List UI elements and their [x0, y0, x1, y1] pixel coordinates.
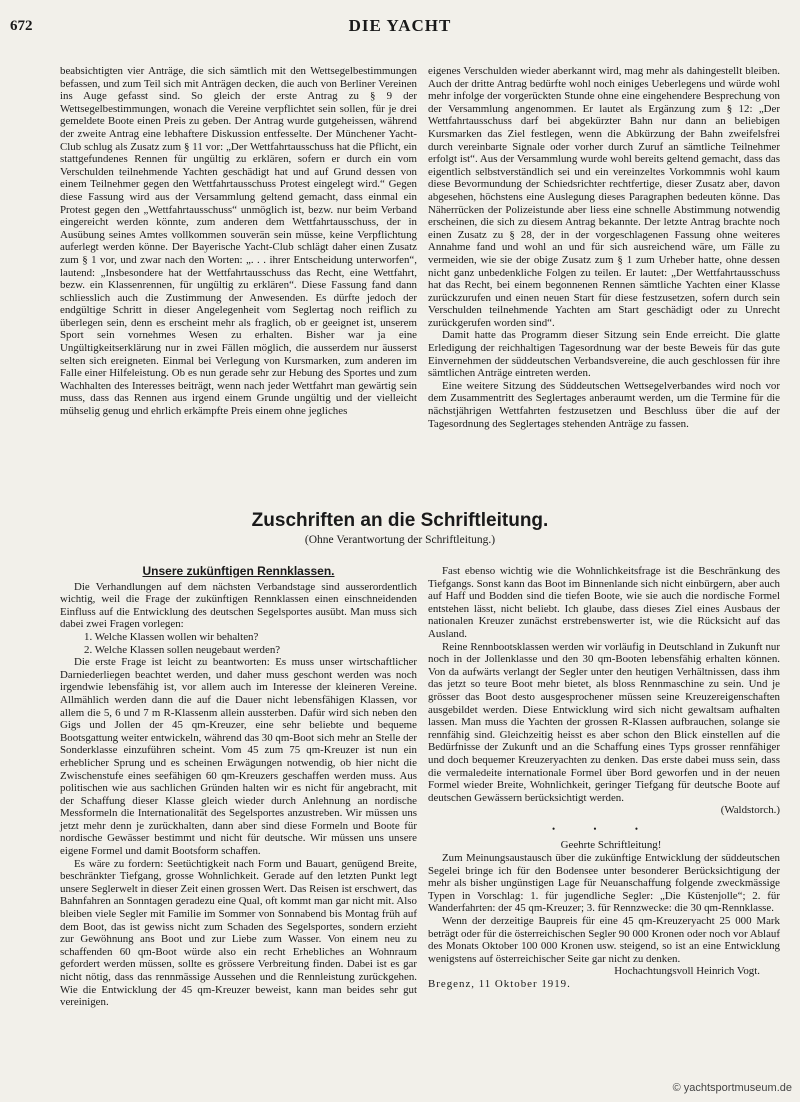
paragraph: Wenn der derzeitige Baupreis für eine 45 qm-Kreuzeryacht 25 000 Mark beträgt oder für die österreichischen Segler 90 000 Kronen oder noch vor Ablauf des Monats Oktober 100 000 Kronen usw. steigend, so ist an eine Entwicklung wenigstens auf österreichischer Seite gar nicht zu denken.	[428, 915, 780, 965]
paragraph: Reine Rennbootsklassen werden wir vorläufig in Deutschland in Zukunft nur noch in der Jollenklasse und den 30 qm-Booten lebensfähig erhalten können. Von da aufwärts verlangt der Segler unter den heutigen Verhältnissen, dass ihm das jetzt so teure Boot mehr bietet, als bloss Rennmaschine zu sein. Und je grösser das Boot desto ausgesprochener müssen seine Kreuzereigenschaften ausgebildet werden. Diese Entwicklung wird sich nicht gewaltsam aufhalten lassen. Man muss die Yachten der grossen R-Klassen aufbrauchen, solange sie rennfähig sind. Gleichzeitig heisst es aber schon den Blick einstellen auf die Bedürfnisse der Zukunft und an die Schaffung eines Typs grosser rennfähiger und doch bequemer Kreuzeryachten zu denken. Das erste dabei muss sein, dass die vermaledeite internationale Formel über Bord geworfen und in der neuen Formel wieder Breite, Wohnlichkeit, geringer Tiefgang für deutsche Boote auf deutschen Gewässern berücksichtigt werden.	[428, 640, 780, 804]
column-bottom-left	[60, 565, 417, 1009]
section-title: Zuschriften an die Schriftleitung.	[251, 510, 549, 531]
page-number: 672	[10, 18, 33, 34]
section-subtitle: (Ohne Verantwortung der Schriftleitung.)	[304, 534, 496, 546]
paragraph: Es wäre zu fordern: Seetüchtigkeit nach Form und Bauart, genügend Breite, beschränkter Tiefgang, grosse Wohnlichkeit. Gerade auf den letzten Punkt legt unsere Seglerwelt in dieser Zeit einen grossen Wert. Das Reisen ist erschwert, das Bahnfahren an Sonntagen geradezu eine Qual, oft kommt man gar nicht mit. Also bleiben viele Segler mit Familie im Sommer von Sonnabend bis Montag früh auf dem Boot, das ist gewiss nicht zum Schaden des Segelsportes, sondern erzieht zur Gewöhnung ans Boot und zur Liebe zum Wasser. Von einem neu zu schaffenden 60 qm-Boot würde also ein recht Erhebliches an Wohnraum gefordert werden müssen, sollte es grössere Verbreitung finden. Dabei ist es gar nicht nötig, dass das rennmässige Aussehen und die Rennleistung zurückgehen. Wie die Entwicklung der 45 qm-Kreuzer beweist, kann man beides sehr gut vereinigen.	[60, 857, 417, 1009]
column-top-left	[60, 65, 417, 418]
author-signature: (Waldstorch.)	[720, 804, 780, 817]
letter-salutation: Geehrte Schriftleitung!	[560, 839, 662, 852]
watermark: © yachtsportmuseum.de	[672, 1082, 792, 1094]
section-divider: • • •	[552, 823, 656, 834]
running-title: DIE YACHT	[348, 16, 452, 35]
paragraph: beabsichtigten vier Anträge, die sich sämtlich mit den Wettsegelbestimmungen befassen, und zum Teil sich mit Anträgen decken, die auch von Berliner Vereinen ins Auge gefasst sind. So gleich der erste Antrag zu § 9 der Wettsegelbestimmungen, wonach die Vereine verpflichtet sein sollen, für je drei gemeldete Boote einen Preis zu geben. Der Antrag wurde gutgeheissen, während der zweite Antrag eine lebhaftere Diskussion entfesselte. Der Münchener Yacht-Club schlug als Zusatz zum § 11 vor: „Der Wettfahrtausschuss hat die Pflicht, ein stattgefundenes Rennen für ungültig zu erklären, sofern er durch ein vom Verschulden teilnehmende Yachten geschädigt hat und auf Grund dessen von einem Teilnehmer gegen den Wettfahrtausschuss Protest eingelegt wird.“ Gegen diese Fassung wird aus der Versammlung geltend gemacht, dass einmal ein Protest gegen den „Wettfahrtausschuss“ unmöglich ist, bezw. nur beim Verband eingereicht werden könnte, zum anderen dem Wettfahrtausschuss, der in Ausübung seines Amtes vollkommen souverän sein müsse, keine Verpflichtung auferlegt werden könne. Der Bayerische Yacht-Club schlägt daher einen Zusatz zum § 1 vor, und zwar nach den Worten: „. . . ihrer Entscheidung unterworfen“, lautend: „Insbesondere hat der Wettfahrtausschuss das Recht, eine Wettfahrt, bezw. ein Klassenrennen, für ungültig zu erklären“. Diese Fassung fand dann schliesslich auch die Zustimmung der Anwesenden. Es dürfte jedoch der endgültige Schritt in dieser Angelegenheit vom Seglertag noch reiflich zu überlegen sein, denn es erscheint mehr als fraglich, ob er geeignet ist, unserem Sport sein vornehmes Wesen zu erhalten. Bisher war ja eine Ungültigkeitserklärung nur in zwei Fällen möglich, die ausserdem nur äusserst selten sich ereigneten. Einmal bei Verlegung von Kursmarken, zum anderen im Falle einer Hilfeleistung. Ob es nun gerade sehr zur Hebung des Sportes und zum Wachhalten des Interesses beiträgt, wenn nach jeder Wettfahrt man gewärtig sein muss, dass das Rennen aus irgend einem Grunde ungültig und der vielleicht mühselig genug und ehrlich erkämpfte Preis einem ohne jegliches	[60, 65, 417, 418]
letter-dateline: Bregenz, 11 Oktober 1919.	[428, 978, 571, 990]
paragraph: Eine weitere Sitzung des Süddeutschen Wettsegelverbandes wird noch vor dem Zusammentritt des Seglertages anberaumt werden, um die Termine für die nächstjährigen Wettfahrten festzusetzen und Beschluss über die auf der Tagesordnung des Seglertages stehenden Anträge zu fassen.	[428, 379, 780, 430]
question-item: 1. Welche Klassen wollen wir behalten?	[84, 630, 259, 643]
paragraph: Die erste Frage ist leicht zu beantworten: Es muss unser wirtschaftlicher Darniederliegen beachtet werden, und daher muss geschont werden was noch irgendwie lebensfähig ist, vor allem auch im Interesse der kleineren Vereine. Allmählich werden dann die auf die Dauer nicht lebensfähigen Klassen, vor allem die 5, 6 und 7 m R-Klassenm allein aussterben. Dafür wird sich neben den Gigs und Jollen der 45 qm-Kreuzer, eine sehr beliebte und bequeme Bootsgattung weiter entwickeln, während das 30 qm-Boot sich mehr an Stelle der Sonderklasse einzuführen scheint. Vom 45 zum 75 qm-Kreuzer ist nun ein erheblicher Sprung und es scheinen Erwägungen notwendig, ob hier nicht die Zwischenstufe eines seefähigen 60 qm-Kreuzers geschaffen werden muss. Aus politischen wie aus sachlichen Gründen halten wir es nicht für angebracht, mit der Schaffung dieser Klasse gleich wieder durch Anlehnung an nordische Messformeln die Internationalität des Segelsportes anzustreben. Wir müssen uns jetzt mehr denn je zurückhalten, dann aber sind diese Formeln und Boote für nordische Gewässer bestimmt und nicht für deutsche. Wir müssen uns unsere eigene Formel und damit Bootsform schaffen.	[60, 656, 417, 858]
column-bottom-right	[428, 565, 780, 991]
letter-closing: Hochachtungsvoll Heinrich Vogt.	[614, 965, 760, 978]
paragraph: Fast ebenso wichtig wie die Wohnlichkeitsfrage ist die Beschränkung des Tiefgangs. Sonst kann das Boot im Binnenlande sich nicht einbürgern, aber auch auf Haff und Bodden sind die tiefen Boote, wie sie auch die nordische Formel entstehen lässt, nicht beliebt. Ich glaube, dass dieses Ziel eines Ausbaus der nationalen Kreuzer zunächst erstrebenswerter ist, wie die Rücksicht auf das Ausland.	[428, 565, 780, 640]
paragraph: eigenes Verschulden wieder aberkannt wird, mag mehr als dahingestellt bleiben. Auch der dritte Antrag bedürfte wohl noch einiges Ueberlegens und würde wohl mehr infolge der vorgerückten Stunde ohne eine eingehendere Besprechung von der Versammlung angenommen. Er lautet als Ergänzung zum § 12: „Der Wettfahrtausschuss darf bei abgekürzter Bahn nur dann an beliebigen Kursmarken das Ziel festlegen, wenn die Abkürzung der Bahn zweifelsfrei durch vereinbarte Signale oder vorher durch Zuruf an sämtliche Teilnehmer erfolgt ist“. Aus der Versammlung wurde wohl bereits geltend gemacht, dass das eigentlich selbstverständlich sei und ein vereinzeltes Vorkommnis wohl kaum diese Bevormundung der Schiedsrichter rechtfertige, dieser Zusatz aber, davon abgesehen, höchstens eine Auslegung dieses Paragraphen bedeuten könne. Das Näherrücken der Polizeistunde aber liess eine schnelle Abstimmung notwendig erscheinen, die sich zu diesem Antrag bekannte. Der letzte Antrag brachte noch einen Zusatz zu § 28, der in der vorgeschlagenen Fassung ohne weiteres Annahme fand und wohl an und für sich ausreichend wäre, um Fälle zu vermeiden, wie sie der obige Zusatz zum § 1 zum Urheber hatte, ohne dessen nicht ganz unbedenkliche Folgen zu teilen. Er lautet: „Der Wettfahrtausschuss hat das Recht, bei einem begonnenen Rennen sämtliche Yachten einer Klasse zurückzurufen und einen neuen Start für diese festzusetzen, sofern durch sein Verschulden teilnehmende Yachten am Start geschädigt oder zu Unrecht zurückgerufen worden sind“.	[428, 65, 780, 329]
column-top-right	[428, 65, 780, 430]
paragraph: Zum Meinungsaustausch über die zukünftige Entwicklung der süddeutschen Segelei bringe ich für den Bodensee unter besonderer Berücksichtigung der mehr als bisher ungünstigen Lage für Neuanschaffung folgende zweckmässige Typen in Vorschlag: 1. für jugendliche Segler: „Die Küstenjolle“; 2. für Wanderfahrten: der 45 qm-Kreuzer; 3. für Rennzwecke: die 30 qm-Rennklasse.	[428, 852, 780, 915]
question-item: 2. Welche Klassen sollen neugebaut werden?	[84, 643, 281, 656]
paragraph: Damit hatte das Programm dieser Sitzung sein Ende erreicht. Die glatte Erledigung der reichhaltigen Tagesordnung war der beste Beweis für das gute Einvernehmen der süddeutschen Verbandsvereine, die auch geschlossen für ihre sämtlichen Anträge eintreten werden.	[428, 329, 780, 380]
paragraph: Die Verhandlungen auf dem nächsten Verbandstage sind ausserordentlich wichtig, weil die Frage der zukünftigen Rennklassen einen einschneidenden Einfluss auf die Entwicklung des deutschen Segelsportes ausübt. Man muss sich dabei zwei Fragen vorlegen:	[60, 580, 417, 631]
article-heading: Unsere zukünftigen Rennklassen.	[142, 564, 335, 578]
